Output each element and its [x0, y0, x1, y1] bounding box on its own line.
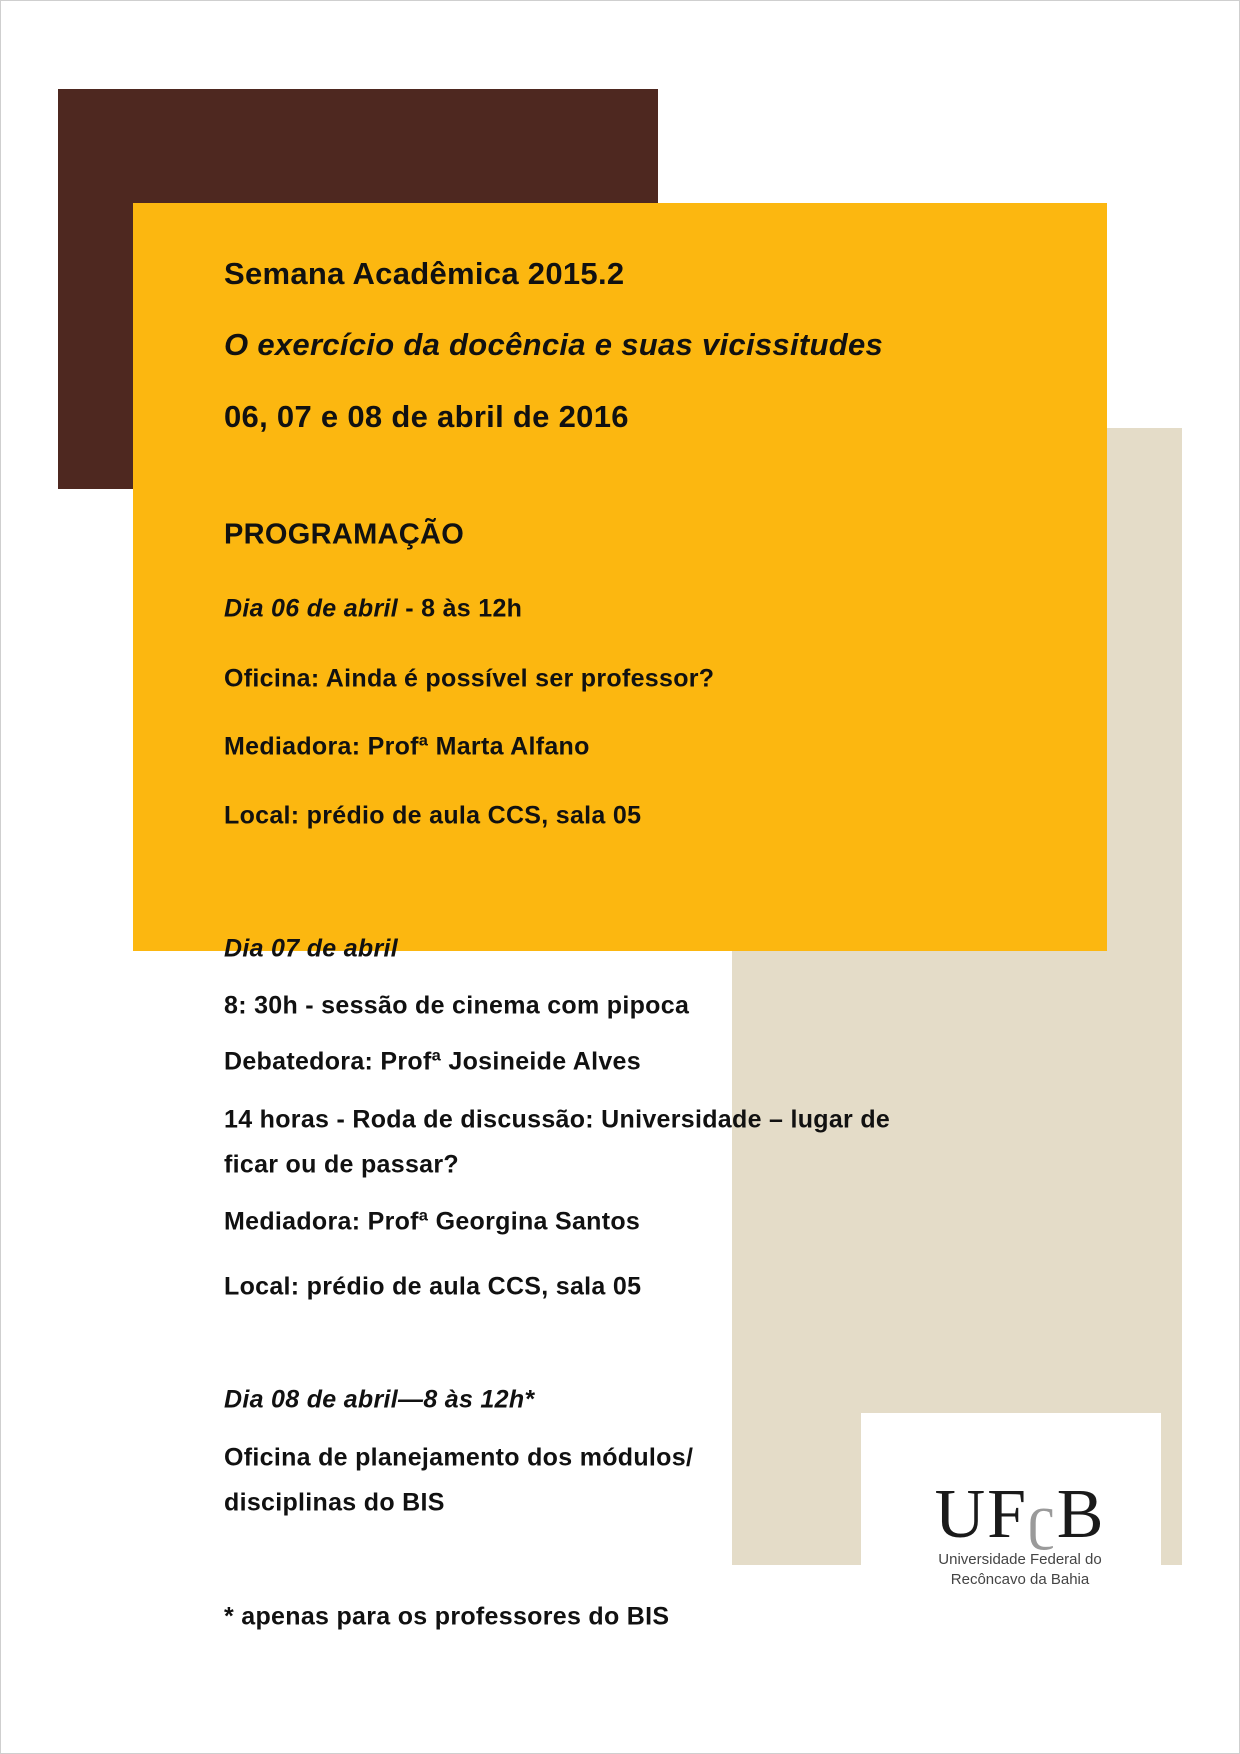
day3-activity-line1: Oficina de planejamento dos módulos/: [224, 1443, 694, 1472]
day2-discussion-line1: 14 horas - Roda de discussão: Universidade – lugar de: [224, 1105, 891, 1134]
day1-activity: Oficina: Ainda é possível ser professor?: [224, 664, 715, 693]
event-dates: 06, 07 e 08 de abril de 2016: [224, 399, 629, 434]
footnote: * apenas para os professores do BIS: [224, 1602, 670, 1631]
day2-debater: Debatedora: Profª Josineide Alves: [224, 1047, 641, 1076]
event-subtitle: O exercício da docência e suas vicissitudes: [224, 327, 884, 362]
day3-activity-line2: disciplinas do BIS: [224, 1488, 445, 1517]
face-profile-icon: ʗ: [1028, 1484, 1057, 1550]
event-title: Semana Acadêmica 2015.2: [224, 256, 625, 291]
day2-location: Local: prédio de aula CCS, sala 05: [224, 1272, 642, 1301]
day1-date: Dia 06 de abril: [224, 594, 399, 623]
day1-location: Local: prédio de aula CCS, sala 05: [224, 801, 642, 830]
day3-date: Dia 08 de abril—8 às 12h*: [224, 1385, 535, 1414]
day1-heading: [224, 595, 522, 624]
ufrb-logo-mark: UFʗB: [934, 1476, 1106, 1553]
yellow-block: [133, 203, 1107, 951]
day2-date: Dia 07 de abril: [224, 934, 399, 963]
program-heading: PROGRAMAÇÃO: [224, 518, 465, 551]
day2-discussion-line2: ficar ou de passar?: [224, 1150, 459, 1179]
day1-time: - 8 às 12h: [398, 594, 523, 623]
day2-mediator: Mediadora: Profª Georgina Santos: [224, 1207, 641, 1236]
logo-name-line1: Universidade Federal do: [938, 1551, 1102, 1568]
day2-session: 8: 30h - sessão de cinema com pipoca: [224, 991, 690, 1020]
ufrb-logo: [900, 1476, 1140, 1590]
logo-name-line2: Recôncavo da Bahia: [950, 1571, 1090, 1588]
day1-mediator: Mediadora: Profª Marta Alfano: [224, 732, 590, 761]
